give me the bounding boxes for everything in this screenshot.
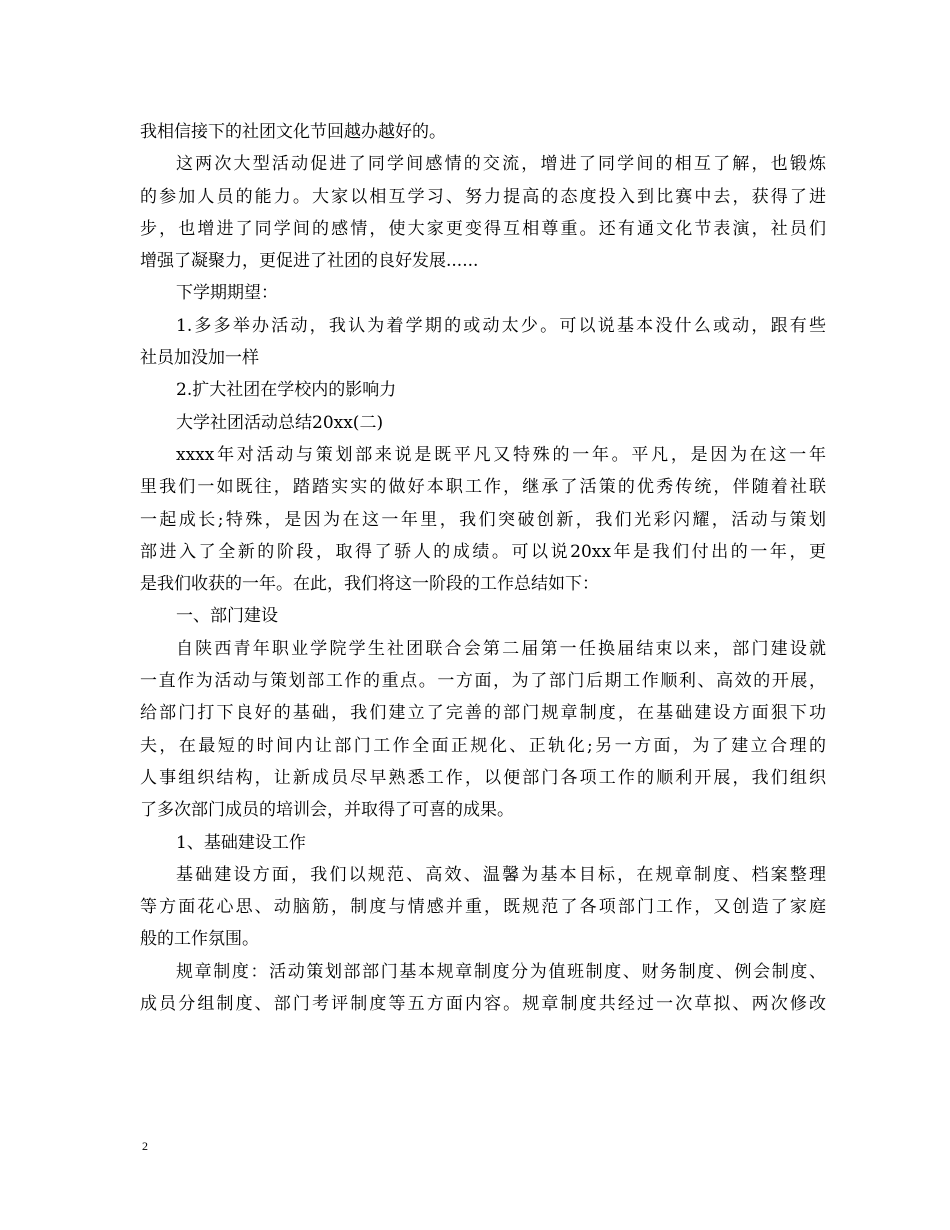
text-line: 一直作为活动与策划部工作的重点。一方面，为了部门后期工作顺利、高效的开展， xyxy=(140,671,826,692)
text-line: 下学期期望： xyxy=(176,283,278,304)
text-line: 步，也增进了同学间的感情，使大家更变得互相尊重。还有通文化节表演，社员们 xyxy=(140,218,826,239)
text-line: 等方面花心思、动脑筋，制度与情感并重，既规范了各项部门工作，又创造了家庭 xyxy=(140,897,826,918)
text-line: 一起成长;特殊，是因为在这一年里，我们突破创新，我们光彩闪耀，活动与策划 xyxy=(140,509,826,530)
text-line: 2.扩大社团在学校内的影响力 xyxy=(176,380,397,401)
text-line: 人事组织结构，让新成员尽早熟悉工作，以便部门各项工作的顺利开展，我们组织 xyxy=(140,767,826,788)
text-line: 我相信接下的社团文化节回越办越好的。 xyxy=(140,122,446,142)
text-line: 社员加没加一样 xyxy=(140,348,259,369)
text-line: 成员分组制度、部门考评制度等五方面内容。规章制度共经过一次草拟、两次修改 xyxy=(140,994,826,1015)
text-line: 般的工作氛围。 xyxy=(140,929,259,950)
text-line: 给部门打下良好的基础，我们建立了完善的部门规章制度，在基础建设方面狠下功 xyxy=(140,703,826,724)
text-line: 1.多多举办活动，我认为着学期的或动太少。可以说基本没什么或动，跟有些 xyxy=(176,315,826,336)
text-line: 夫，在最短的时间内让部门工作全面正规化、正轨化;另一方面，为了建立合理的 xyxy=(140,735,826,756)
text-line: 里我们一如既往，踏踏实实的做好本职工作，继承了活策的优秀传统，伴随着社联 xyxy=(140,477,826,498)
text-line: xxxx年对活动与策划部来说是既平凡又特殊的一年。平凡，是因为在这一年 xyxy=(176,444,826,465)
text-line: 1、基础建设工作 xyxy=(176,832,306,853)
text-line: 自陕西青年职业学院学生社团联合会第二届第一任换届结束以来，部门建设就 xyxy=(176,638,826,659)
text-line: 的参加人员的能力。大家以相互学习、努力提高的态度投入到比赛中去，获得了进 xyxy=(140,186,826,207)
text-line: 是我们收获的一年。在此，我们将这一阶段的工作总结如下： xyxy=(140,574,599,595)
text-line: 部进入了全新的阶段，取得了骄人的成绩。可以说20xx年是我们付出的一年，更 xyxy=(140,541,826,562)
text-line: 了多次部门成员的培训会，并取得了可喜的成果。 xyxy=(140,800,514,821)
text-line: 大学社团活动总结20xx(二) xyxy=(176,412,384,433)
text-line: 这两次大型活动促进了同学间感情的交流，增进了同学间的相互了解，也锻炼 xyxy=(176,154,826,175)
document-body xyxy=(140,116,826,1020)
page-number: 2 xyxy=(142,1139,148,1153)
text-line: 规章制度：活动策划部部门基本规章制度分为值班制度、财务制度、例会制度、 xyxy=(176,961,826,982)
text-line: 一、部门建设 xyxy=(176,606,278,627)
text-line: 增强了凝聚力，更促进了社团的良好发展...... xyxy=(140,251,479,272)
text-line: 基础建设方面，我们以规范、高效、温馨为基本目标，在规章制度、档案整理 xyxy=(176,864,826,885)
